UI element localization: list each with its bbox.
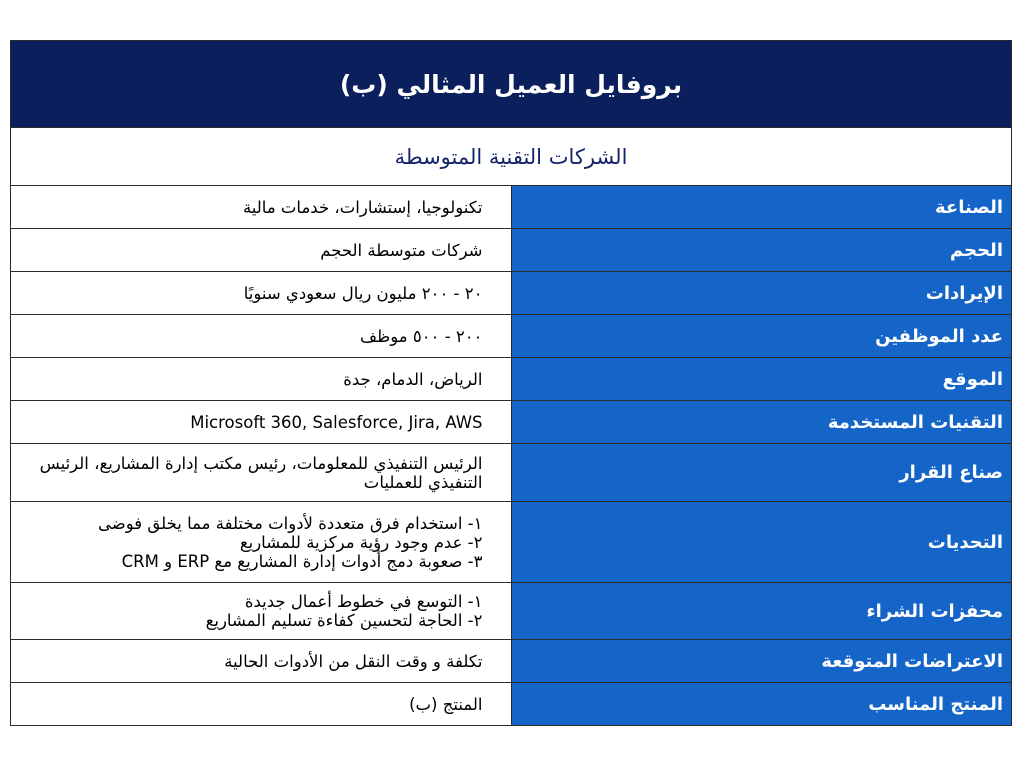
table-row-challenges [11,502,1012,583]
row-value [11,401,512,444]
row-label: التحديات [511,502,1012,583]
value-line: ١- استخدام فرق متعددة لأدوات مختلفة مما يخلق فوضى [97,513,483,533]
row-value [11,583,512,640]
row-label: محفزات الشراء [511,583,1012,640]
row-value [11,272,512,315]
row-value [11,640,512,683]
row-value [11,229,512,272]
row-label: المنتج المناسب [511,683,1012,726]
value-line: ٣- صعوبة دمج أدوات إدارة المشاريع مع ERP و CRM [121,551,483,571]
value-line: الرئيس التنفيذي للمعلومات، رئيس مكتب إدارة المشاريع، الرئيس التنفيذي للعمليات [39,453,483,492]
profile-subtitle: الشركات التقنية المتوسطة [11,128,1012,186]
row-label: الموقع [511,358,1012,401]
title-row [11,41,1012,128]
row-label: الصناعة [511,186,1012,229]
value-line: ٢٠٠ - ٥٠٠ موظف [360,326,483,346]
row-value [11,315,512,358]
row-label: عدد الموظفين [511,315,1012,358]
row-value [11,502,512,583]
value-line: تكلفة و وقت النقل من الأدوات الحالية [224,651,483,671]
row-label: الاعتراضات المتوقعة [511,640,1012,683]
row-label: الحجم [511,229,1012,272]
value-line: الرياض، الدمام، جدة [343,369,483,389]
row-label: صناع القرار [511,444,1012,502]
table-row-revenue [11,272,1012,315]
value-line: المنتج (ب) [409,694,483,714]
value-line: تكنولوجيا، إستشارات، خدمات مالية [242,197,483,217]
table-row-industry [11,186,1012,229]
table-row-location [11,358,1012,401]
value-line: ١- التوسع في خطوط أعمال جديدة [244,592,483,611]
value-line: Microsoft 360, Salesforce, Jira, AWS [190,412,483,432]
profile-title: بروفايل العميل المثالي (ب) [11,41,1012,128]
value-line: ٢٠ - ٢٠٠ مليون ريال سعودي سنويًا [243,283,483,303]
value-line: ٢- الحاجة لتحسين كفاءة تسليم المشاريع [205,611,483,630]
value-line: شركات متوسطة الحجم [320,240,483,260]
value-line: ٢- عدم وجود رؤية مركزية للمشاريع [239,532,483,552]
row-value [11,186,512,229]
table-row-decision-makers [11,444,1012,502]
row-value [11,358,512,401]
table-row-employees [11,315,1012,358]
row-value [11,444,512,502]
table-row-objections [11,640,1012,683]
table-row-product [11,683,1012,726]
row-value [11,683,512,726]
table-row-size [11,229,1012,272]
table-row-technologies [11,401,1012,444]
subtitle-row [11,128,1012,186]
table-row-purchase-triggers [11,583,1012,640]
row-label: التقنيات المستخدمة [511,401,1012,444]
customer-profile-table [10,40,1012,726]
row-label: الإيرادات [511,272,1012,315]
